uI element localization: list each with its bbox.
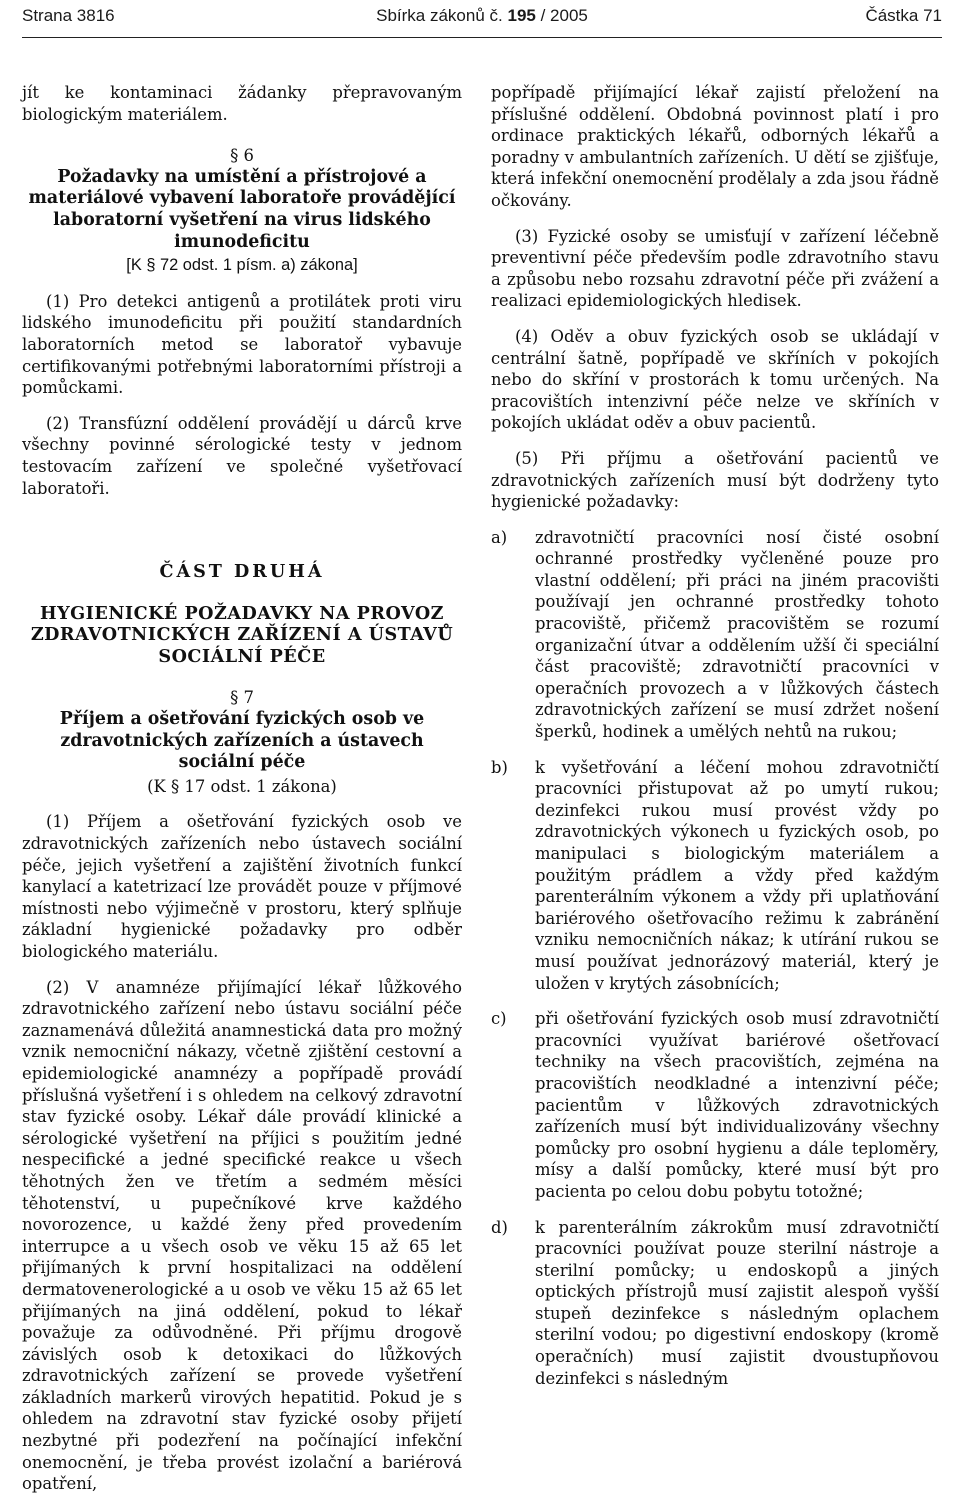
paragraph: jít ke kontaminaci žádanky přepravovaným biologickým materiálem. xyxy=(22,83,462,124)
part-heading: ČÁST DRUHÁ xyxy=(159,561,325,583)
list-item-label: c) xyxy=(491,1009,507,1029)
paragraph: (4) Oděv a obuv fyzických osob se ukládají v centrální šatně, popřípadě ve skříních v pokojích nebo do skříní v prostorách k tomu určených. Na pracovištích intenzivní péče nelze ve skříních v pokojích ukládat oděv a obuv pacientů. xyxy=(491,326,939,433)
section-mark: § 6 xyxy=(230,146,254,166)
list-item-label: a) xyxy=(491,527,508,547)
collection-label: Sbírka zákonů č. xyxy=(376,6,503,25)
paragraph: (1) Pro detekci antigenů a protilátek proti viru lidského imunodeficitu při použití standardních laboratorních metod se laboratoř vybavuje certifikovanými potřebnými laboratorními přístroji a pomůckami. xyxy=(22,291,462,398)
paragraph: (2) V anamnéze přijímající lékař lůžkového zdravotnického zařízení nebo ústavu sociální péče zaznamenává důležitá anamnestická data pro možný vznik nemocniční nákazy, včetně zjištění cestovní a epidemiologické anamnézy a popřípadě provádí příslušná vyšetření i s ohledem na celkový zdravotní stav fyzické osoby. Lékař dále provádí klinické a sérologické vyšetření na příjici s použitím jedné nespecifické a jedné specifické reakce u všech těhotných žen ve třetím a sedmém měsíci těhotenství, u pupečníkové krve každého novorozence, u každé ženy před provedením interrupce a u všech osob ve věku 15 až 65 let přijímaných k první hospitalizaci na oddělení dermatovenerologické a u osob ve věku 15 až 65 let přijímaných na jiná oddělení, pokud to lékař považuje za odůvodněné. Při příjmu drogově závislých osob k detoxikaci do lůžkových zdravotnických zařízení se provede vyšetření základních markerů virových hepatitid. Pokud je s ohledem na zdravotní stav fyzické osoby přijetí nezbytné při podezření na počínající infekční onemocnění, je třeba provést izolační a bariérová opatření, xyxy=(22,977,462,1494)
part-title: HYGIENICKÉ POŽADAVKY NA PROVOZ ZDRAVOTNICKÝCH ZAŘÍZENÍ A ÚSTAVŮ SOCIÁLNÍ PÉČE xyxy=(30,602,454,667)
section-mark: § 7 xyxy=(230,688,254,708)
section-reference: (K § 17 odst. 1 zákona) xyxy=(147,776,337,796)
list-item xyxy=(491,757,939,995)
collection-number: 195 xyxy=(507,6,536,25)
right-column xyxy=(491,82,939,1389)
section-title: Požadavky na umístění a přístrojové a materiálové vybavení laboratoře provádějící laboratorní vyšetření na virus lidského imunodeficitu xyxy=(28,166,456,252)
paragraph: popřípadě přijímající lékař zajistí přeložení na příslušné oddělení. Obdobná povinnost platí i pro ordinace praktických lékařů, odborných lékařů a poradny v ambulantních zařízeních. U dětí se zjišťuje, která infekční onemocnění prodělaly a zda jsou řádně očkovány. xyxy=(491,83,939,210)
section-reference: [K § 72 odst. 1 písm. a) zákona] xyxy=(126,256,358,275)
part-number: Částka 71 xyxy=(865,6,942,25)
left-column xyxy=(22,82,462,1495)
list-item xyxy=(491,1217,939,1390)
header-rule xyxy=(22,37,942,38)
page-number: Strana 3816 xyxy=(22,6,115,25)
section-title: Příjem a ošetřování fyzických osob ve zdravotnických zařízeních a ústavech sociální péče xyxy=(59,709,425,773)
collection-year: / 2005 xyxy=(540,6,588,25)
list-item-label: b) xyxy=(491,757,508,777)
list-item-label: d) xyxy=(491,1217,508,1237)
list-item-text: k vyšetřování a léčení mohou zdravotničtí pracovníci přistupovat až po umytí rukou; dezinfekci rukou musí provést vždy po zdravotnických výkonech u fyzických osob, po manipulaci s biologickým materiálem a použitým prádlem a vždy před každým parenterálním výkonem a vždy při uplatňování bariérového ošetřovacího režimu k zabránění vzniku nemocničních nákaz; k utírání rukou se musí používat jednorázový materiál, který je uložen v krytých zásobnících; xyxy=(535,757,939,993)
paragraph: (1) Příjem a ošetřování fyzických osob ve zdravotnických zařízeních nebo ústavech sociální péče, jejich vyšetření a zajištění životních funkcí kanylací a katetrizací lze provádět pouze v příjmové místnosti nebo výjimečně v prostoru, který splňuje základní hygienické požadavky pro odběr biologického materiálu. xyxy=(22,812,462,961)
collection-title xyxy=(22,6,942,26)
list-item-text: při ošetřování fyzických osob musí zdravotničtí pracovníci využívat bariérové ošetřovací techniky na všech pracovištích, zejména na pracovištích neodkladné a intenzivní péče; pacientům v lůžkových zdravotnických zařízeních musí být individualizovány všechny pomůcky pro osobní hygienu a dále teploměry, mísy a další pomůcky, které musí být pro pacienta po celou dobu pobytu totožné; xyxy=(535,1009,939,1201)
list-item-text: k parenterálním zákrokům musí zdravotničtí pracovníci používat pouze sterilní nástroje a sterilní pomůcky; u endoskopů a jiných optických přístrojů musí zajistit alespoň vyšší stupeň dezinfekce s následným oplachem sterilní vodou; po digestivní endoskopy (kromě operačních) musí zajistit dvoustupňovou dezinfekci s následným xyxy=(535,1217,939,1388)
paragraph: (3) Fyzické osoby se umisťují v zařízení léčebně preventivní péče především podle zdravotního stavu a způsobu nebo rozsahu zdravotní péče při zvážení a realizaci epidemiologických hledisek. xyxy=(491,226,939,311)
paragraph: (5) Při příjmu a ošetřování pacientů ve zdravotnických zařízeních musí být dodrženy tyto hygienické požadavky: xyxy=(491,448,939,512)
page-header xyxy=(22,6,942,30)
paragraph: (2) Transfúzní oddělení provádějí u dárců krve všechny povinné sérologické testy v jednom testovacím zařízení ve společné vyšetřovací laboratoři. xyxy=(22,413,462,498)
list-item xyxy=(491,527,939,743)
list-item-text: zdravotničtí pracovníci nosí čisté osobní ochranné prostředky vyčleněné pouze pro vlastní oddělení; při práci na jiném pracovišti používají jen ochranné prostředky tohoto pracoviště, přičemž pracovištěm se rozumí organizační útvar a oddělením užší či speciální část pracoviště; zdravotničtí pracovníci v operačních provozech a v lůžkových částech zdravotnických zařízení se musí zdržet nošení šperků, hodinek a umělých nehtů na rukou; xyxy=(535,527,939,742)
list-item xyxy=(491,1008,939,1202)
